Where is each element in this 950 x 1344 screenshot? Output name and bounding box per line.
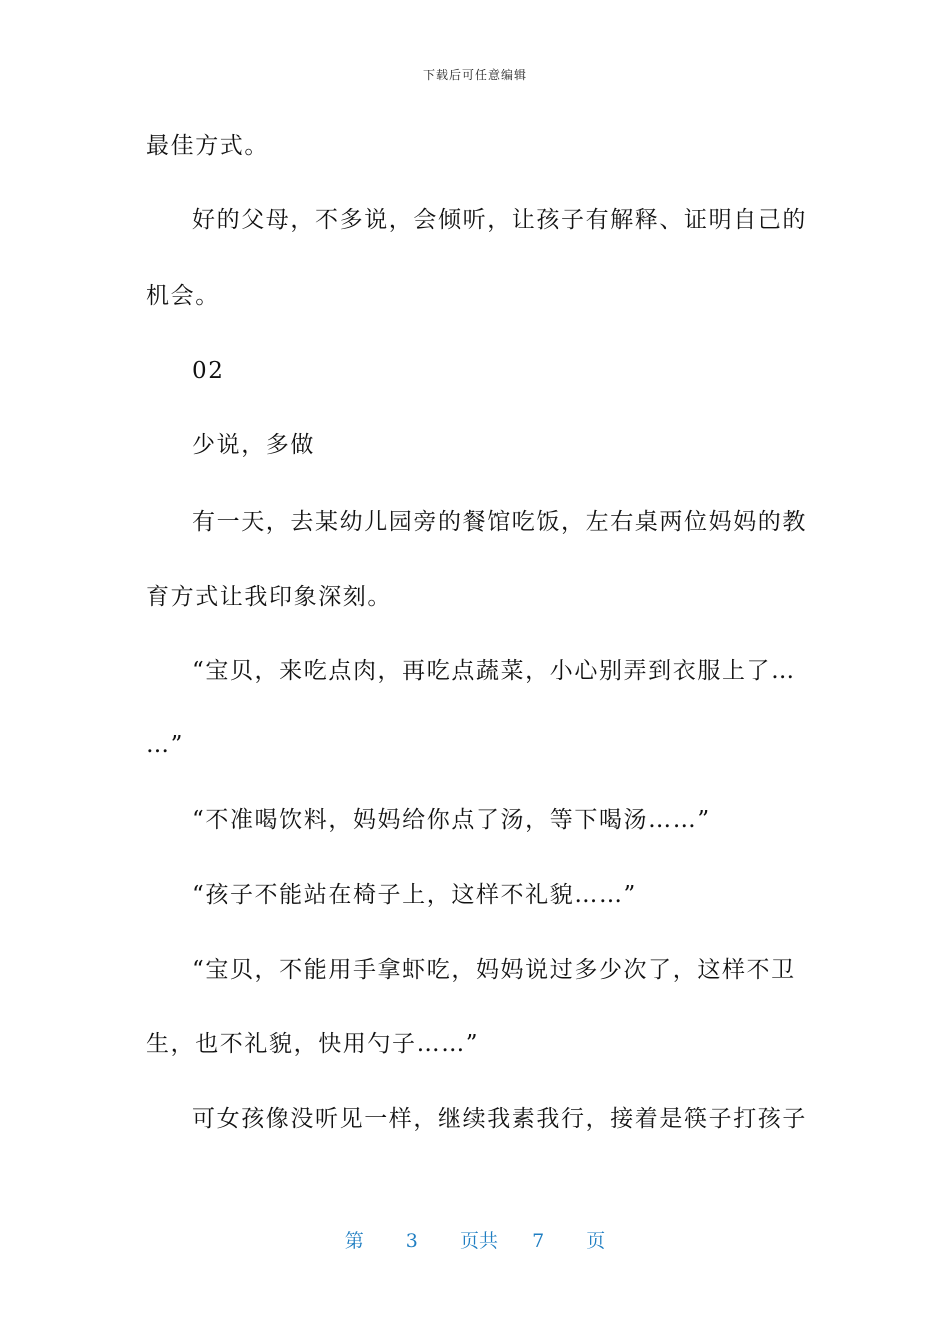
body-line: 机会。 bbox=[146, 283, 220, 309]
body-line: 有一天，去某幼儿园旁的餐馆吃饭，左右桌两位妈妈的教 bbox=[192, 509, 807, 535]
section-heading: 少说，多做 bbox=[192, 432, 315, 458]
page-label-prefix: 第 bbox=[344, 1230, 364, 1252]
body-line: 好的父母，不多说，会倾听，让孩子有解释、证明自己的 bbox=[192, 207, 807, 233]
body-line: 育方式让我印象深刻。 bbox=[146, 584, 392, 610]
current-page-number: 3 bbox=[405, 1230, 418, 1252]
body-line: “宝贝，不能用手拿虾吃，妈妈说过多少次了，这样不卫 bbox=[192, 957, 796, 983]
page-label-mid: 页共 bbox=[459, 1230, 498, 1252]
page-footer bbox=[0, 1226, 950, 1253]
body-line: …” bbox=[146, 732, 184, 758]
body-line: “不准喝饮料，妈妈给你点了汤，等下喝汤……” bbox=[192, 807, 711, 833]
total-pages-number: 7 bbox=[532, 1230, 545, 1252]
body-line: “宝贝，来吃点肉，再吃点蔬菜，小心别弄到衣服上了… bbox=[192, 658, 796, 684]
page-label-suffix: 页 bbox=[586, 1230, 606, 1252]
section-number: 02 bbox=[192, 358, 225, 384]
body-line: 可女孩像没听见一样，继续我素我行，接着是筷子打孩子 bbox=[192, 1106, 807, 1132]
page-header: 下载后可任意编辑 bbox=[422, 68, 527, 82]
body-line: 生，也不礼貌，快用勺子……” bbox=[146, 1031, 480, 1057]
body-line: 最佳方式。 bbox=[146, 133, 269, 159]
body-line: “孩子不能站在椅子上，这样不礼貌……” bbox=[192, 882, 637, 908]
